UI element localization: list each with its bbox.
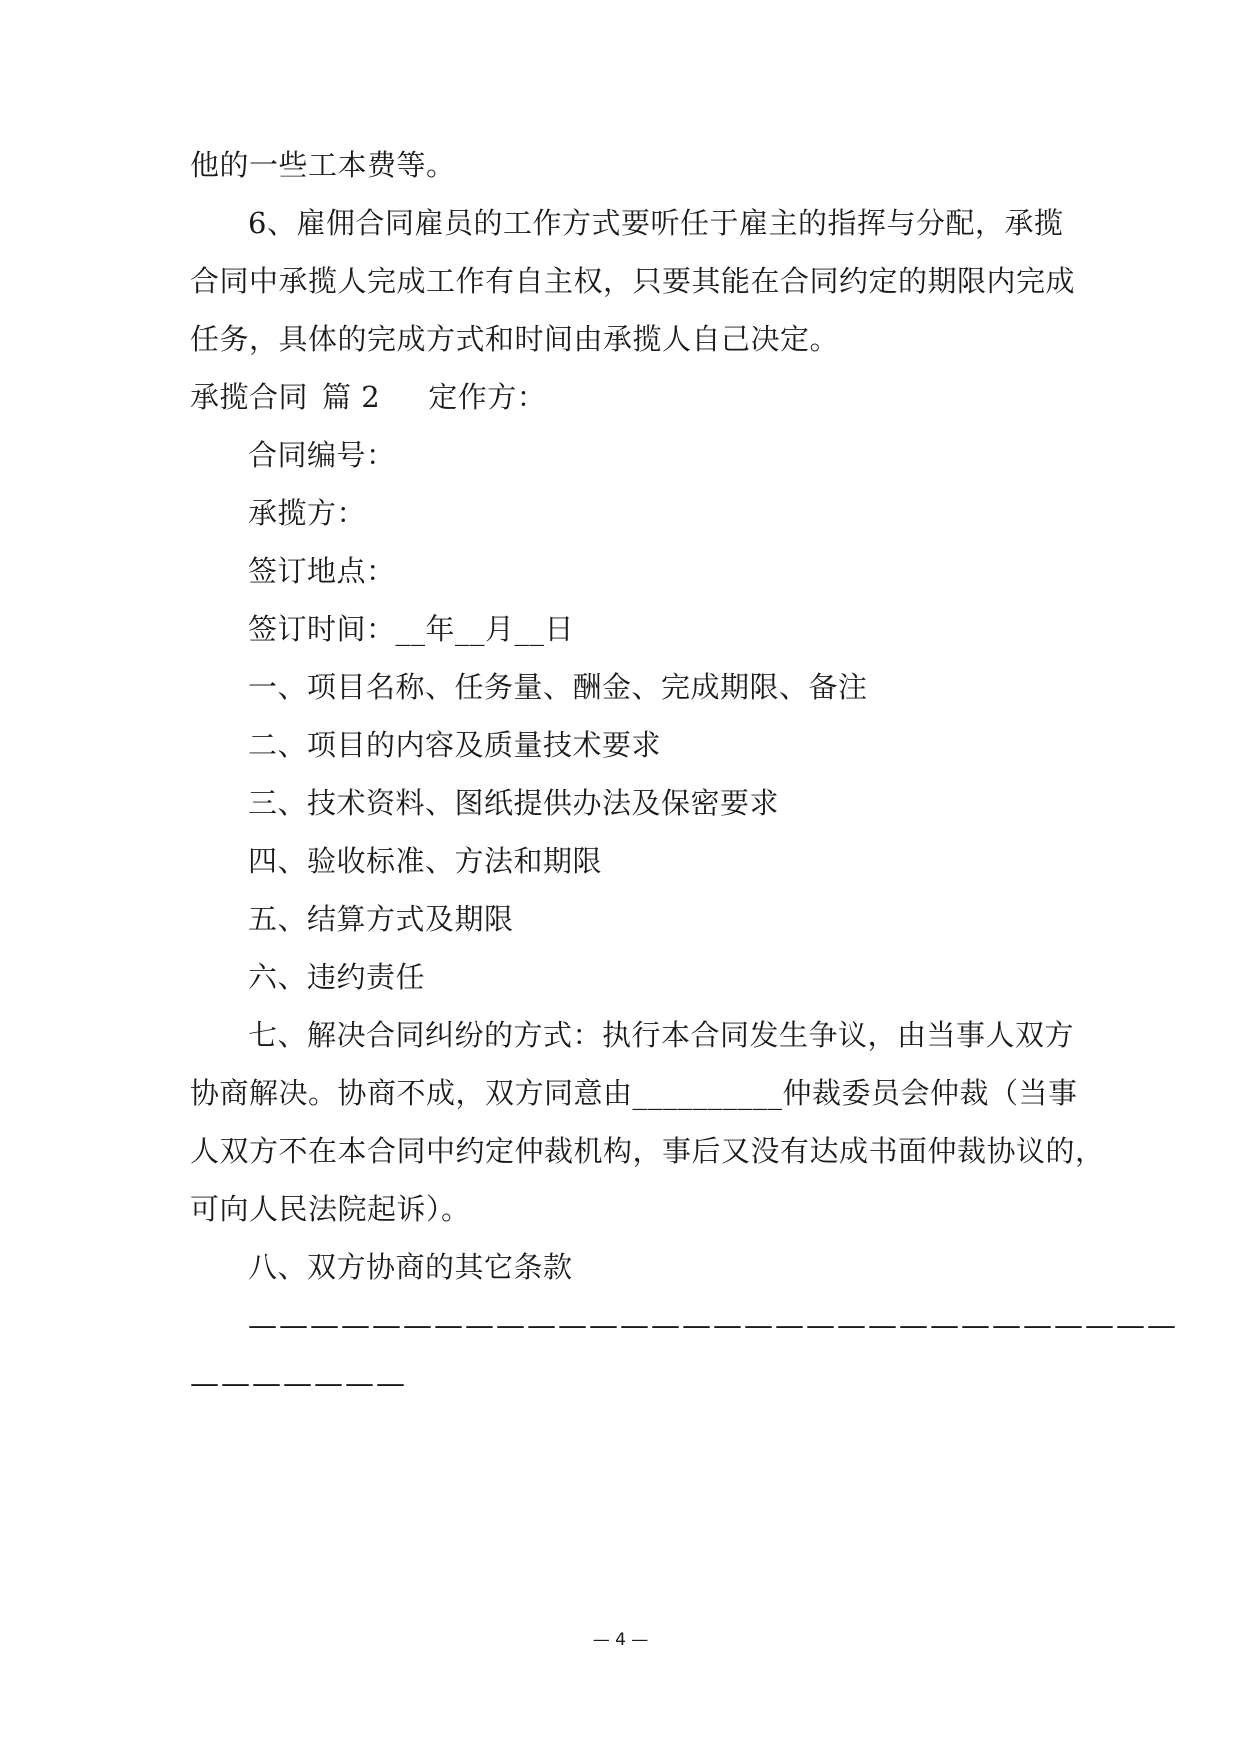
clause-item: 四、验收标准、方法和期限 [248, 844, 603, 878]
clause-item: 六、违约责任 [248, 960, 426, 994]
blank-dash-line: —————————————————————————————— [248, 1308, 1178, 1342]
paragraph-line: 人双方不在本合同中约定仲裁机构，事后又没有达成书面仲裁协议的， [190, 1134, 1105, 1168]
paragraph-line: 合同中承揽人完成工作有自主权，只要其能在合同约定的期限内完成 [190, 264, 1076, 298]
heading-party: 定作方： [428, 380, 547, 414]
clause-item: 二、项目的内容及质量技术要求 [248, 728, 662, 762]
contract-field: 承揽方： [248, 496, 367, 530]
heading-part: 篇 2 [322, 380, 381, 414]
contract-field: 签订时间：__年__月__日 [248, 612, 575, 646]
paragraph-line: 他的一些工本费等。 [190, 148, 456, 182]
clause-item: 一、项目名称、任务量、酬金、完成期限、备注 [248, 670, 868, 704]
clause-item: 三、技术资料、图纸提供办法及保密要求 [248, 786, 780, 820]
contract-field: 合同编号： [248, 438, 396, 472]
paragraph-line: 七、解决合同纠纷的方式：执行本合同发生争议，由当事人双方 [248, 1018, 1075, 1052]
contract-field: 签订地点： [248, 554, 396, 588]
heading-title: 承揽合同 [190, 380, 309, 414]
blank-dash-line: ——————— [190, 1366, 407, 1400]
paragraph-line: 协商解决。协商不成，双方同意由__________仲裁委员会仲裁（当事 [190, 1076, 1078, 1110]
paragraph-line: 任务，具体的完成方式和时间由承揽人自己决定。 [190, 322, 840, 356]
paragraph-line: 可向人民法院起诉）。 [190, 1192, 471, 1226]
section-heading [190, 377, 546, 417]
clause-item: 五、结算方式及期限 [248, 902, 514, 936]
clause-item: 八、双方协商的其它条款 [248, 1250, 573, 1284]
page-number: — 4 — [592, 1630, 649, 1650]
paragraph-line: 6、雇佣合同雇员的工作方式要听任于雇主的指挥与分配，承揽 [248, 206, 1064, 240]
